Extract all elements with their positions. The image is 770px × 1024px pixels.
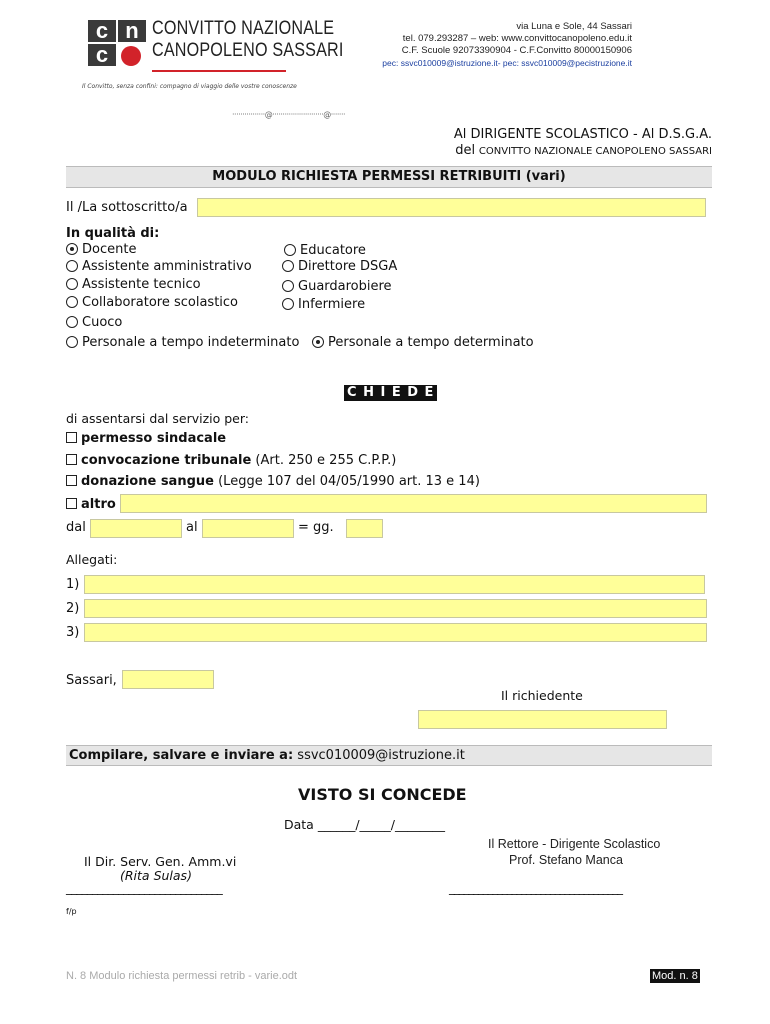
radio-assistente-tec[interactable]: [66, 278, 78, 290]
radio-guardarobiere[interactable]: [282, 280, 294, 292]
radio-indeterminato[interactable]: [66, 336, 78, 348]
school-name-line2: CANOPOLENO SASSARI: [152, 40, 344, 61]
al-field[interactable]: [202, 519, 294, 538]
compilare-email: ssvc010009@istruzione.it: [297, 748, 465, 763]
role-infermiere[interactable]: Infermiere: [282, 297, 365, 312]
radio-collaboratore[interactable]: [66, 296, 78, 308]
recipient-name: CONVITTO NAZIONALE CANOPOLENO SASSARI: [478, 146, 712, 157]
logo: [88, 20, 148, 72]
tel-web: tel. 079.293287 – web: www.convittocanopoleno.edu.it: [402, 33, 632, 44]
dsga-name: (Rita Sulas): [120, 868, 192, 883]
rettore-name: Prof. Stefano Manca: [509, 853, 623, 867]
radio-educatore[interactable]: [284, 244, 296, 256]
cf-line: C.F. Scuole 92073390904 - C.F.Convitto 80000150906: [401, 45, 632, 56]
address: via Luna e Sole, 44 Sassari: [516, 21, 632, 32]
logo-underline: [152, 70, 286, 72]
checkbox-tribunale[interactable]: [66, 454, 77, 465]
sign-line-left: ______________________________: [66, 881, 223, 895]
role-docente[interactable]: Docente: [66, 242, 136, 257]
partial-line: ················@·························@·······: [232, 110, 346, 119]
radio-assistente-amm[interactable]: [66, 260, 78, 272]
dal-field[interactable]: [90, 519, 182, 538]
tempo-indeterminato[interactable]: Personale a tempo indeterminato: [66, 335, 299, 350]
sottoscritto-label: Il /La sottoscritto/a: [66, 200, 188, 215]
logo-n: n: [118, 20, 146, 42]
checkbox-sindacale[interactable]: [66, 432, 77, 443]
recipient-prefix: del: [455, 143, 476, 158]
form-title: MODULO RICHIESTA PERMESSI RETRIBUITI (vari): [212, 169, 566, 184]
dsga-title: Il Dir. Serv. Gen. Amm.vi: [84, 854, 237, 869]
dsga-block: [84, 855, 236, 883]
role-guardarobiere[interactable]: Guardarobiere: [282, 279, 392, 294]
role-educatore[interactable]: Educatore: [284, 243, 366, 258]
assentarsi-label: di assentarsi dal servizio per:: [66, 411, 250, 426]
dal-label: dal: [66, 520, 86, 535]
tagline: Il Convitto, senza confini: compagno di viaggio delle vostre conoscenze: [82, 83, 297, 90]
allegato-1-field[interactable]: [84, 575, 705, 594]
checkbox-sangue[interactable]: [66, 475, 77, 486]
logo-c2: c: [88, 44, 116, 66]
school-name: [152, 18, 344, 62]
motivo-sindacale[interactable]: permesso sindacale: [66, 431, 226, 446]
allegato-2-field[interactable]: [84, 599, 707, 618]
data-field[interactable]: [122, 670, 214, 689]
radio-cuoco[interactable]: [66, 316, 78, 328]
radio-infermiere[interactable]: [282, 298, 294, 310]
role-assistente-amm[interactable]: Assistente amministrativo: [66, 259, 252, 274]
recipient-line2: [455, 143, 712, 158]
compilare-bar: [66, 745, 712, 766]
role-collaboratore[interactable]: Collaboratore scolastico: [66, 295, 238, 310]
allegato-3-field[interactable]: [84, 623, 707, 642]
pec-line: pec: ssvc010009@istruzione.it- pec: ssvc010009@pecistruzione.it: [382, 58, 632, 68]
sottoscritto-field[interactable]: [197, 198, 706, 217]
gg-label: = gg.: [298, 520, 334, 535]
visto-heading: VISTO SI CONCEDE: [298, 785, 467, 804]
footer-mod: Mod. n. 8: [652, 970, 698, 982]
chiede-heading: C H I E D E: [344, 385, 437, 401]
firma-field[interactable]: [418, 710, 667, 729]
allegato-2-label: 2): [66, 601, 80, 616]
school-name-line1: CONVITTO NAZIONALE: [152, 18, 335, 39]
contact-block: [382, 21, 632, 69]
allegati-label: Allegati:: [66, 552, 118, 567]
motivo-altro[interactable]: altro: [66, 497, 116, 512]
radio-docente[interactable]: [66, 243, 78, 255]
sign-line-right: ____________________________________: [449, 881, 622, 895]
tempo-determinato[interactable]: Personale a tempo determinato: [312, 335, 534, 350]
compilare-label: Compilare, salvare e inviare a:: [69, 748, 294, 763]
radio-direttore[interactable]: [282, 260, 294, 272]
gg-field[interactable]: [346, 519, 383, 538]
al-label: al: [186, 520, 198, 535]
role-cuoco[interactable]: Cuoco: [66, 315, 122, 330]
logo-red-dot: [121, 46, 141, 66]
motivo-sangue[interactable]: donazione sangue (Legge 107 del 04/05/1990 art. 13 e 14): [66, 474, 480, 489]
title-bar: [66, 166, 712, 188]
role-direttore[interactable]: Direttore DSGA: [282, 259, 397, 274]
fp-note: f/p: [66, 907, 77, 916]
checkbox-altro[interactable]: [66, 498, 77, 509]
richiedente-label: Il richiedente: [501, 688, 583, 703]
luogo-label: Sassari,: [66, 673, 117, 688]
allegato-1-label: 1): [66, 577, 80, 592]
motivo-tribunale[interactable]: convocazione tribunale (Art. 250 e 255 C.P.P.): [66, 453, 396, 468]
footer-filename: N. 8 Modulo richiesta permessi retrib - varie.odt: [66, 970, 298, 982]
radio-determinato[interactable]: [312, 336, 324, 348]
allegato-3-label: 3): [66, 625, 80, 640]
recipient-line1: Al DIRIGENTE SCOLASTICO - Al D.S.G.A.: [453, 127, 712, 142]
role-assistente-tec[interactable]: Assistente tecnico: [66, 277, 201, 292]
rettore-title: Il Rettore - Dirigente Scolastico: [488, 837, 661, 851]
data-line: Data ______/_____/________: [284, 817, 445, 832]
altro-field[interactable]: [120, 494, 707, 513]
rettore-block: [488, 836, 660, 868]
qualita-label: In qualità di:: [66, 226, 160, 241]
logo-c1: c: [88, 20, 116, 42]
